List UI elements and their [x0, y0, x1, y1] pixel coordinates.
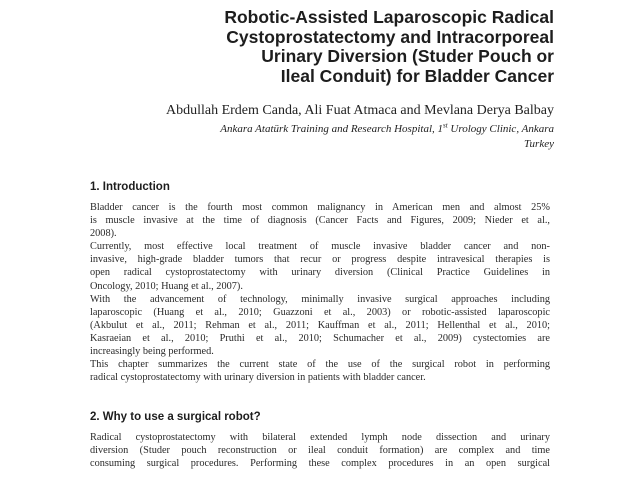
text-line: Radical cystoprostatectomy with bilateral extended lymph node dissection and urinary — [90, 432, 550, 443]
section-heading-why-robot: 2. Why to use a surgical robot? — [90, 411, 261, 423]
section-heading-introduction: 1. Introduction — [90, 181, 170, 193]
title-line: Robotic-Assisted Laparoscopic Radical — [224, 7, 554, 27]
text-line: This chapter summarizes the current state of the use of the surgical robot in performing — [90, 359, 550, 371]
text-line: laparoscopic (Huang et al., 2010; Guazzoni et al., 2003) or robotic-assisted laparoscopic — [90, 306, 550, 318]
text-line: Bladder cancer is the fourth most common malignancy in American men and almost 25% — [90, 202, 550, 213]
text-line: increasingly being performed. — [90, 346, 214, 358]
author-list: Abdullah Erdem Canda, Ali Fuat Atmaca and Mevlana Derya Balbay — [165, 103, 554, 118]
text-line: Kasraeian et al., 2010; Pruthi et al., 2010; Schumacher et al., 2009) cystectomies are — [90, 332, 550, 344]
title-line: Cystoprostatectomy and Intracorporeal — [226, 26, 554, 47]
title-line: Urinary Diversion (Studer Pouch or — [261, 46, 554, 66]
title-line: Ileal Conduit) for Bladder Cancer — [280, 65, 554, 86]
text-line: (Akbulut et al., 2011; Rehman et al., 2011; Kauffman et al., 2011; Hellenthal et al., 2010; — [90, 319, 550, 331]
text-line: Oncology, 2010; Huang et al., 2007). — [90, 280, 243, 292]
text-line: open radical cystoprostatectomy with urinary diversion (Clinical Practice Guidelines in — [90, 267, 550, 279]
affiliation-line-1: Ankara Atatürk Training and Research Hospital, 1st Urology Clinic, Ankara — [220, 121, 554, 135]
text-line: radical cystoprostatectomy with urinary diversion in patients with bladder cancer. — [90, 372, 426, 384]
text-line: invasive, high-grade bladder tumors that recur or progress despite intravesical therapies is — [90, 254, 550, 266]
affiliation-line-2: Turkey — [524, 138, 554, 150]
section-body-introduction — [90, 201, 550, 384]
paper-title — [114, 8, 554, 86]
section-body-why-robot — [90, 431, 550, 470]
text-line: is muscle invasive at the time of diagnosis (Cancer Facts and Figures, 2009; Nieder et al., — [90, 215, 550, 227]
text-line: 2008). — [90, 228, 117, 240]
text-line: With the advancement of technology, minimally invasive surgical approaches including — [90, 293, 550, 305]
text-line: diversion (Studer pouch reconstruction or ileal conduit formation) are complex and time — [90, 445, 550, 457]
text-line: Currently, most effective local treatment of muscle invasive bladder cancer and non- — [90, 241, 550, 253]
text-line: consuming surgical procedures. Performing these complex procedures in an open surgical — [90, 458, 550, 470]
affiliation — [74, 122, 554, 152]
